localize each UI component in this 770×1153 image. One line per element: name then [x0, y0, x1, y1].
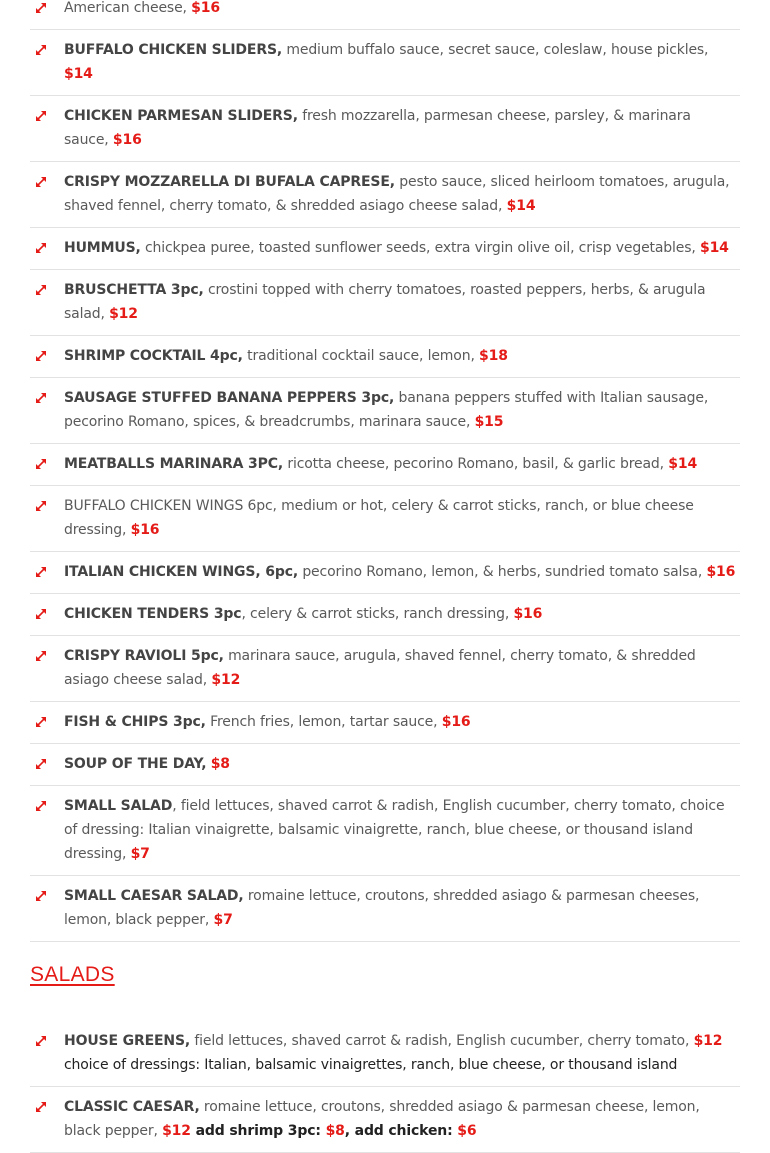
- expand-arrows-icon: [34, 1, 48, 15]
- item-description: pecorino Romano, lemon, & herbs, sundried tomato salsa,: [298, 564, 707, 580]
- item-separator: ,: [691, 240, 700, 256]
- item-description: traditional cocktail sauce, lemon: [242, 348, 471, 364]
- menu-item: [30, 228, 740, 270]
- menu-item: [30, 702, 740, 744]
- item-separator: ,: [100, 306, 110, 322]
- item-separator: ,: [504, 606, 514, 622]
- addon-label: , add chicken:: [344, 1123, 458, 1139]
- menu-item: [30, 1021, 740, 1087]
- item-separator: ,: [433, 714, 442, 730]
- item-name: SMALL CAESAR SALAD,: [64, 888, 244, 904]
- expand-arrows-icon: [34, 799, 48, 813]
- expand-arrows-icon: [34, 649, 48, 663]
- item-name: CHICKEN TENDERS 3pc: [64, 606, 242, 622]
- item-description: fresh mozzarella, parmesan cheese, parsley, & marinara sauce,: [64, 108, 691, 148]
- item-description: crostini topped with cherry tomatoes, roasted peppers, herbs, & arugula salad: [64, 282, 706, 322]
- item-description: banana peppers stuffed with Italian sausage, pecorino Romano, spices, & breadcrumbs, marinara sauce: [64, 390, 709, 430]
- expand-arrows-icon: [34, 1100, 48, 1114]
- expand-arrows-icon: [34, 499, 48, 513]
- expand-arrows-icon: [34, 175, 48, 189]
- item-name: SHRIMP COCKTAIL 4pc,: [64, 348, 243, 364]
- item-name: CRISPY RAVIOLI 5pc,: [64, 648, 224, 664]
- item-separator: ,: [470, 348, 480, 364]
- item-description: romaine lettuce, croutons, shredded asiago & parmesan cheese, lemon, black pepper: [64, 1099, 700, 1139]
- item-name: HOUSE GREENS,: [64, 1033, 191, 1049]
- item-price: $14: [668, 456, 698, 472]
- item-description: pesto sauce, sliced heirloom tomatoes, arugula, shaved fennel, cherry tomato, & shredded asiago cheese salad,: [64, 174, 730, 214]
- menu-item: [30, 270, 740, 336]
- item-price: $12: [211, 672, 241, 688]
- item-description: American cheese: [64, 0, 183, 16]
- item-description: French fries, lemon, tartar sauce: [205, 714, 434, 730]
- item-description: romaine lettuce, croutons, shredded asiago & parmesan cheeses, lemon, black pepper: [64, 888, 700, 928]
- item-name: SOUP OF THE DAY,: [64, 756, 207, 772]
- addon-price: $8: [325, 1123, 345, 1139]
- menu-item: [30, 1087, 740, 1153]
- item-price: $15: [474, 414, 504, 430]
- item-separator: ,: [202, 672, 212, 688]
- item-price: $16: [706, 564, 736, 580]
- expand-arrows-icon: [34, 283, 48, 297]
- item-price: $14: [700, 240, 729, 256]
- menu-item: [30, 594, 740, 636]
- expand-arrows-icon: [34, 607, 48, 621]
- item-price: $16: [513, 606, 543, 622]
- item-price: $14: [506, 198, 536, 214]
- item-description: , field lettuces, shaved carrot & radish, English cucumber, cherry tomato, choice of dressing: Italian vinaigrette, balsamic vinaigrette, ranch, blue cheese, or thousand island dressing,: [64, 798, 725, 862]
- section-title-salads[interactable]: SALADS: [30, 963, 115, 986]
- item-description: marinara sauce, arugula, shaved fennel, cherry tomato, & shredded asiago cheese salad: [64, 648, 696, 688]
- item-description: , celery & carrot sticks, ranch dressing: [241, 606, 505, 622]
- menu-item: [30, 786, 740, 876]
- item-price: $12: [162, 1123, 191, 1139]
- item-price: $18: [479, 348, 508, 364]
- item-name: FISH & CHIPS 3pc,: [64, 714, 206, 730]
- item-name: ITALIAN CHICKEN WINGS, 6pc,: [64, 564, 299, 580]
- item-description: BUFFALO CHICKEN WINGS 6pc, medium or hot, celery & carrot sticks, ranch, or blue cheese dressing: [64, 498, 694, 538]
- menu-item: [30, 444, 740, 486]
- item-separator: ,: [204, 912, 214, 928]
- item-name: MEATBALLS MARINARA 3PC,: [64, 456, 284, 472]
- item-description: field lettuces, shaved carrot & radish, English cucumber, cherry tomato: [190, 1033, 685, 1049]
- expand-arrows-icon: [34, 391, 48, 405]
- item-description: ricotta cheese, pecorino Romano, basil, & garlic bread,: [283, 456, 669, 472]
- menu-item: [30, 0, 740, 30]
- menu-item: [30, 378, 740, 444]
- menu-item: [30, 876, 740, 942]
- menu-item: [30, 486, 740, 552]
- item-separator: ,: [465, 414, 475, 430]
- menu-item: [30, 96, 740, 162]
- item-price: $16: [191, 0, 220, 16]
- expand-arrows-icon: [34, 109, 48, 123]
- expand-arrows-icon: [34, 457, 48, 471]
- item-price: $12: [109, 306, 138, 322]
- expand-arrows-icon: [34, 43, 48, 57]
- item-separator: ,: [182, 0, 192, 16]
- item-price: $16: [130, 522, 160, 538]
- menu-item: [30, 744, 740, 786]
- item-price: $7: [213, 912, 233, 928]
- addon-price: $6: [457, 1123, 477, 1139]
- item-price: $16: [441, 714, 471, 730]
- menu-item: [30, 30, 740, 96]
- item-name: SAUSAGE STUFFED BANANA PEPPERS 3pc,: [64, 390, 395, 406]
- item-dressing-note: choice of dressings: Italian, balsamic vinaigrettes, ranch, blue cheese, or thousand island: [64, 1057, 678, 1073]
- expand-arrows-icon: [34, 1034, 48, 1048]
- item-name: HUMMUS,: [64, 240, 141, 256]
- menu-item: [30, 552, 740, 594]
- item-name: BRUSCHETTA 3pc,: [64, 282, 204, 298]
- item-name: CLASSIC CAESAR,: [64, 1099, 200, 1115]
- item-name: SMALL SALAD: [64, 798, 173, 814]
- menu-item: [30, 636, 740, 702]
- expand-arrows-icon: [34, 889, 48, 903]
- item-separator: ,: [153, 1123, 163, 1139]
- item-description: medium buffalo sauce, secret sauce, coleslaw, house pickles,: [282, 42, 709, 58]
- item-price: $14: [64, 66, 93, 82]
- item-separator: ,: [684, 1033, 694, 1049]
- item-name: CRISPY MOZZARELLA DI BUFALA CAPRESE,: [64, 174, 395, 190]
- item-price: $12: [693, 1033, 723, 1049]
- menu-item: [30, 162, 740, 228]
- item-name: BUFFALO CHICKEN SLIDERS,: [64, 42, 283, 58]
- expand-arrows-icon: [34, 349, 48, 363]
- expand-arrows-icon: [34, 565, 48, 579]
- item-description: chickpea puree, toasted sunflower seeds, extra virgin olive oil, crisp vegetables: [140, 240, 692, 256]
- menu-list: [30, 0, 740, 1153]
- addon-label: add shrimp 3pc:: [190, 1123, 326, 1139]
- item-name: CHICKEN PARMESAN SLIDERS,: [64, 108, 298, 124]
- item-price: $16: [112, 132, 142, 148]
- menu-item: [30, 336, 740, 378]
- expand-arrows-icon: [34, 757, 48, 771]
- item-price: $8: [210, 756, 230, 772]
- item-price: $7: [130, 846, 150, 862]
- item-separator: ,: [122, 522, 131, 538]
- expand-arrows-icon: [34, 241, 48, 255]
- expand-arrows-icon: [34, 715, 48, 729]
